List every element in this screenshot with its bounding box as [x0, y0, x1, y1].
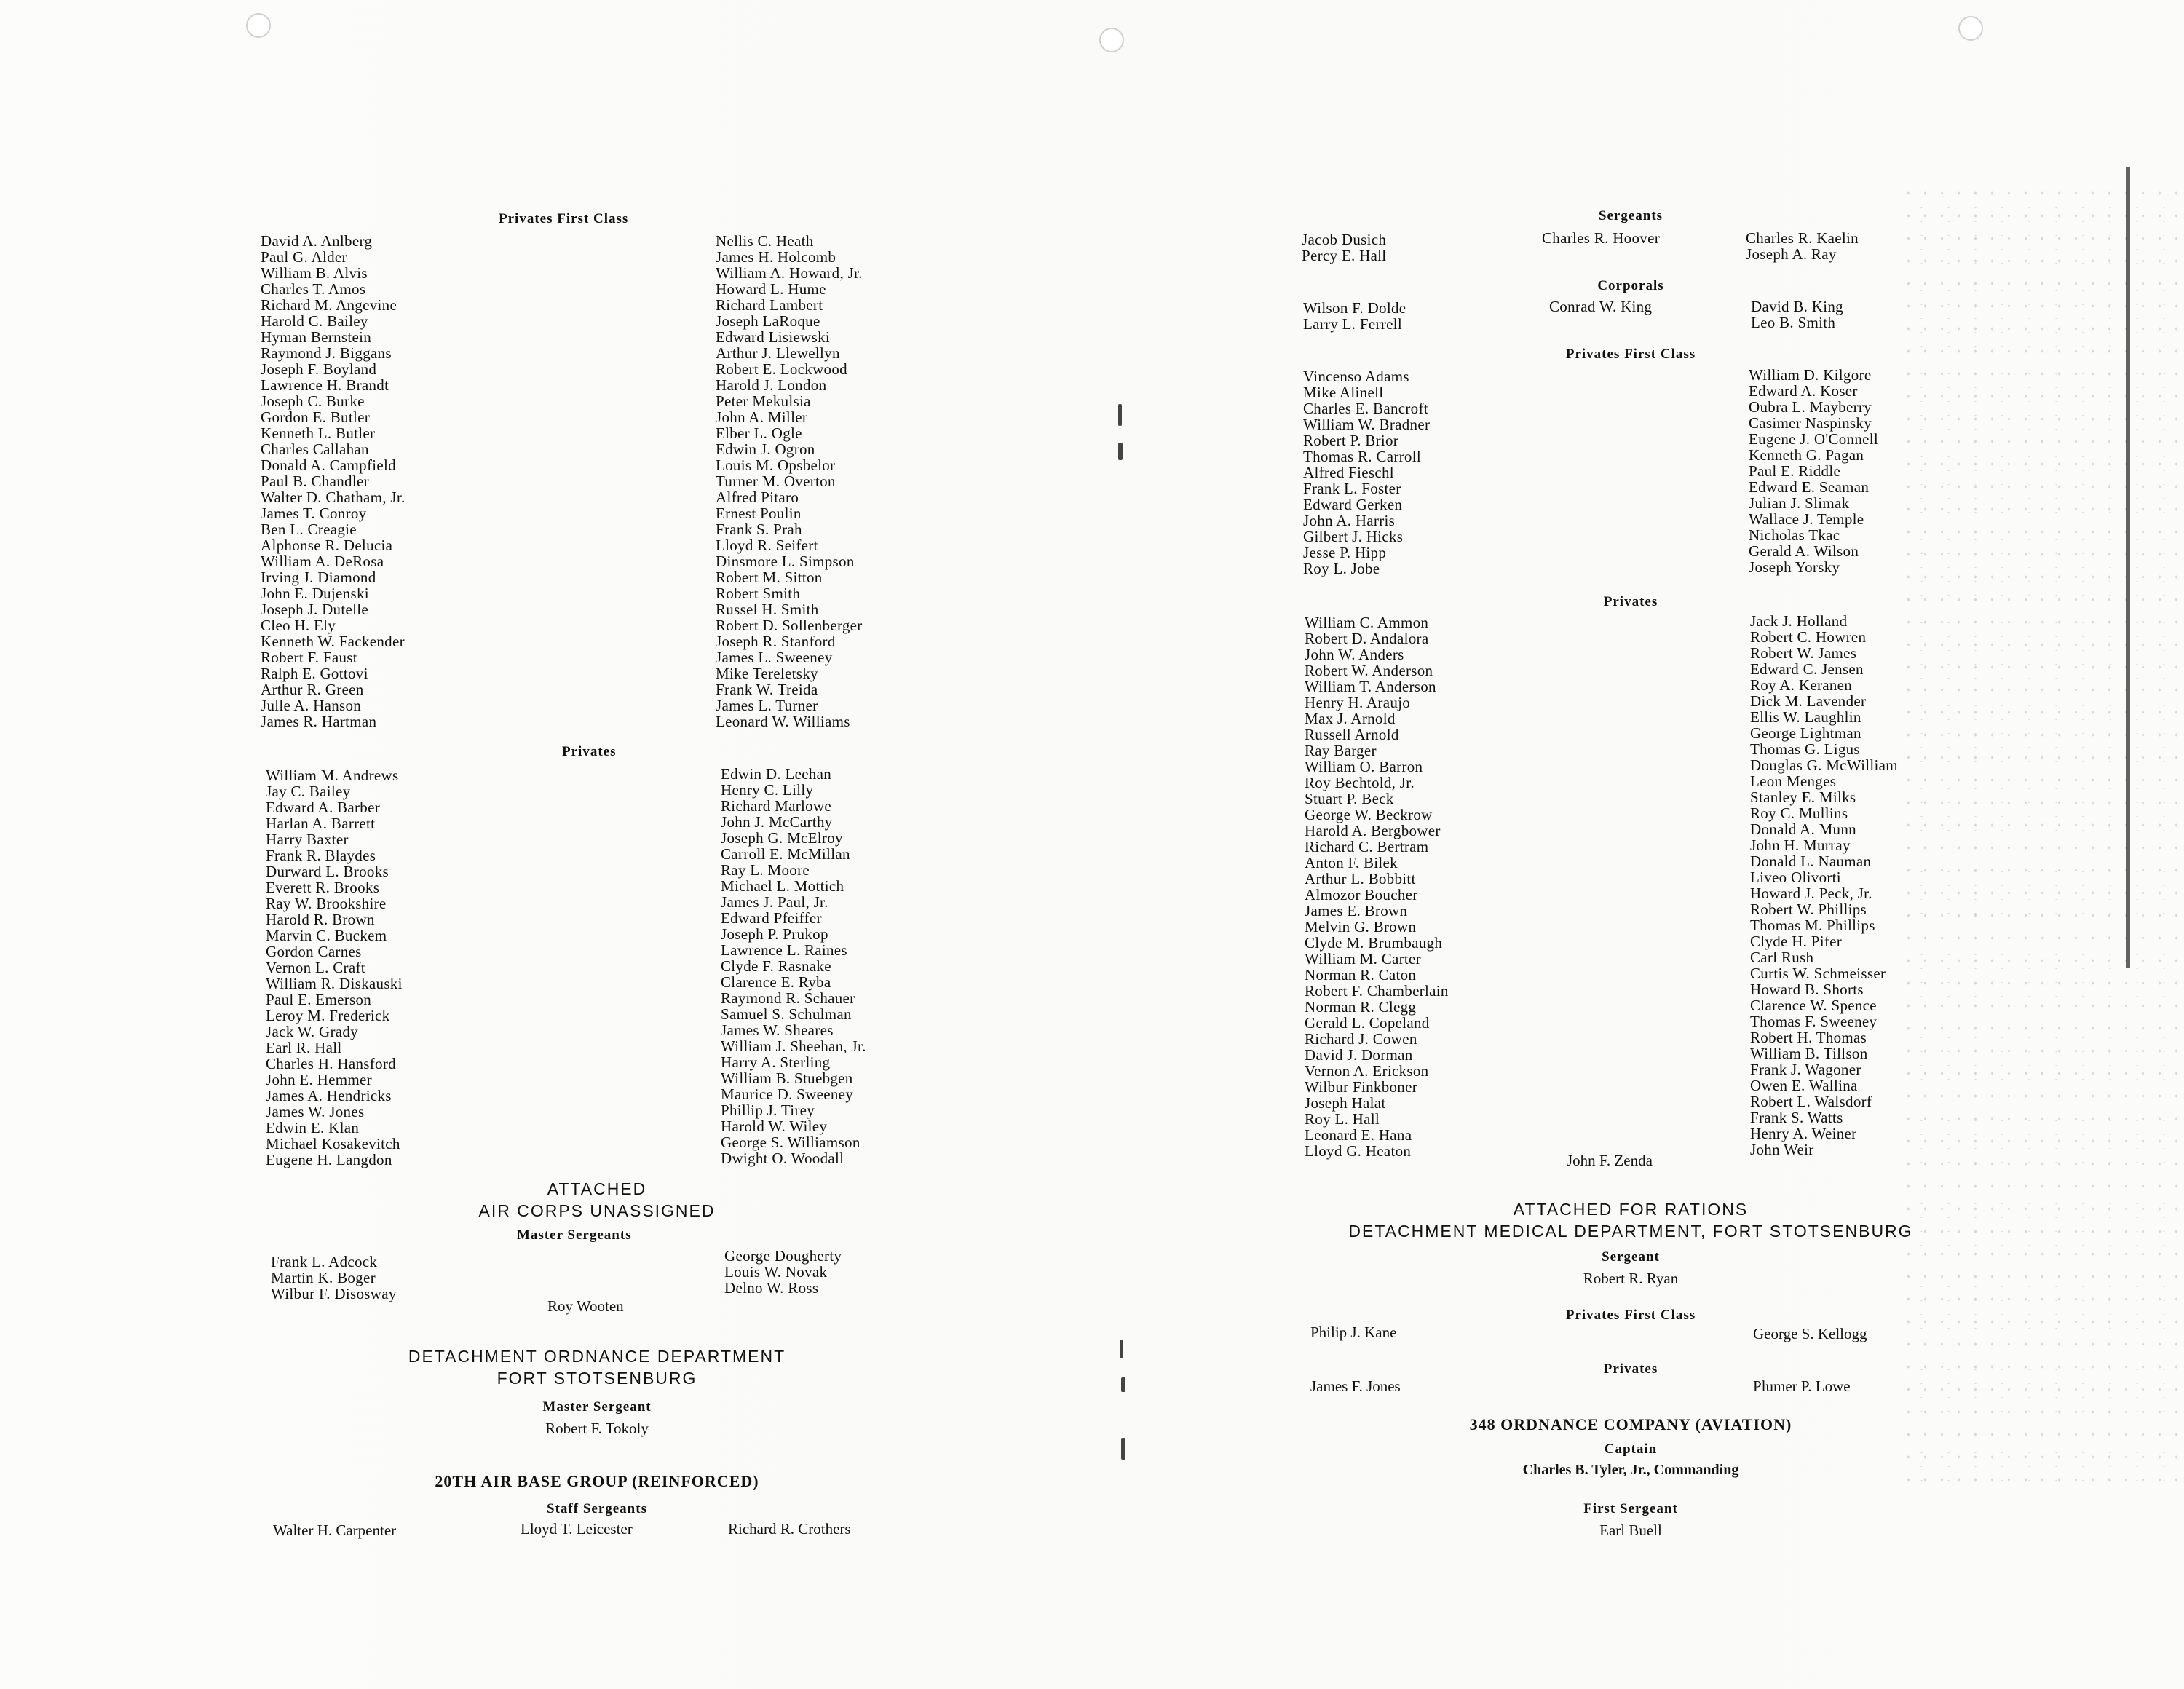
roster-name: Michael L. Mottich	[721, 877, 844, 895]
roster-name: Harry Baxter	[266, 831, 349, 848]
roster-name: James T. Conroy	[261, 505, 367, 522]
roster-name: William R. Diskauski	[266, 975, 403, 992]
roster-name: Joseph J. Dutelle	[261, 601, 368, 618]
right-pvt-list-2	[1750, 613, 1898, 1158]
roster-name: Edwin D. Leehan	[721, 765, 832, 783]
roster-name: Ray W. Brookshire	[266, 895, 387, 912]
roster-name: Thomas F. Sweeney	[1750, 1013, 1878, 1030]
roster-name: Melvin G. Brown	[1305, 918, 1417, 936]
roster-name: Leonard W. Williams	[716, 713, 850, 730]
roster-name: Kenneth W. Fackender	[261, 633, 405, 650]
roster-name: Douglas G. McWilliam	[1750, 756, 1898, 774]
roster-name: Irving J. Diamond	[261, 569, 376, 586]
air-corps-title: AIR CORPS UNASSIGNED	[478, 1201, 716, 1220]
medical-sergeant-name: Robert R. Ryan	[1583, 1270, 1679, 1287]
roster-name: Edwin E. Klan	[266, 1119, 360, 1136]
roster-name: Clyde M. Brumbaugh	[1305, 934, 1443, 952]
corporals-heading: Corporals	[1597, 278, 1664, 293]
roster-name: Dinsmore L. Simpson	[716, 553, 855, 570]
roster-name: Jack W. Grady	[266, 1023, 358, 1040]
pvt-list-left-2	[721, 766, 866, 1166]
roster-name: Charles R. Hoover	[1542, 229, 1660, 247]
roster-name: Frank L. Adcock	[271, 1253, 378, 1270]
roster-name: Eugene H. Langdon	[266, 1151, 392, 1168]
roster-name: Lawrence L. Raines	[721, 941, 847, 959]
roster-name: Leo B. Smith	[1751, 314, 1836, 331]
roster-name: Clarence W. Spence	[1750, 997, 1877, 1014]
roster-name: George S. Williamson	[721, 1134, 860, 1151]
roster-name: Paul E. Riddle	[1749, 462, 1841, 480]
roster-name: Ray L. Moore	[721, 861, 810, 879]
roster-name: Larry L. Ferrell	[1303, 315, 1402, 333]
roster-name: Conrad W. King	[1549, 298, 1653, 315]
roster-name: Robert H. Thomas	[1750, 1029, 1867, 1046]
roster-name: Paul G. Alder	[261, 248, 347, 266]
msgt-extra: Roy Wooten	[547, 1297, 624, 1315]
roster-name: James W. Jones	[266, 1103, 365, 1120]
punch-hole-left	[246, 13, 271, 38]
roster-name: Richard J. Cowen	[1305, 1030, 1417, 1048]
roster-name: Julian J. Slimak	[1749, 494, 1850, 512]
roster-name: Lawrence H. Brandt	[261, 376, 389, 394]
roster-name: Robert E. Lockwood	[716, 360, 847, 378]
roster-name: Leonard E. Hana	[1305, 1126, 1412, 1144]
roster-name: Edward C. Jensen	[1750, 660, 1864, 678]
roster-name: William B. Stuebgen	[721, 1069, 853, 1087]
roster-name: Robert F. Chamberlain	[1305, 982, 1449, 1000]
staff-sergeant-2: Lloyd T. Leicester	[521, 1520, 633, 1538]
roster-name: Alfred Fieschl	[1303, 464, 1394, 481]
medical-pfc-1: Philip J. Kane	[1310, 1324, 1397, 1341]
first-sergeant-name: Earl Buell	[1599, 1522, 1662, 1539]
roster-name: Richard Marlowe	[721, 797, 832, 815]
roster-name: Ray Barger	[1305, 742, 1377, 759]
roster-name: Howard L. Hume	[716, 280, 826, 298]
roster-name: Arthur J. Llewellyn	[716, 344, 840, 362]
roster-name: Samuel S. Schulman	[721, 1005, 852, 1023]
roster-name: Robert C. Howren	[1750, 628, 1867, 646]
roster-name: Joseph R. Stanford	[716, 633, 836, 650]
msgt-list-2	[724, 1248, 842, 1296]
roster-name: Robert L. Walsdorf	[1750, 1093, 1872, 1110]
right-pfc-list-1	[1303, 368, 1430, 577]
roster-name: George Dougherty	[724, 1247, 842, 1265]
air-base-group-title: 20TH AIR BASE GROUP (REINFORCED)	[435, 1472, 759, 1490]
roster-name: Durward L. Brooks	[266, 863, 389, 880]
roster-name: Percy E. Hall	[1302, 247, 1387, 264]
roster-name: Roy L. Jobe	[1303, 560, 1380, 577]
roster-name: Harold R. Brown	[266, 911, 375, 928]
roster-name: Marvin C. Buckem	[266, 927, 387, 944]
roster-name: Ellis W. Laughlin	[1750, 708, 1861, 726]
roster-name: Joseph LaRoque	[716, 312, 820, 330]
ordnance-company-title: 348 ORDNANCE COMPANY (AVIATION)	[1469, 1415, 1792, 1433]
scan-speckle	[1900, 182, 2184, 1492]
roster-name: Raymond J. Biggans	[261, 344, 392, 362]
roster-name: Harlan A. Barrett	[266, 815, 376, 832]
roster-name: Clarence E. Ryba	[721, 973, 831, 991]
roster-name: William T. Anderson	[1305, 678, 1436, 695]
roster-name: Robert D. Sollenberger	[716, 617, 863, 634]
roster-name: Frank R. Blaydes	[266, 847, 376, 864]
roster-name: Joseph P. Prukop	[721, 925, 828, 943]
staff-sergeant-3: Richard R. Crothers	[728, 1520, 851, 1538]
roster-name: Michael Kosakevitch	[266, 1135, 400, 1152]
roster-name: Roy C. Mullins	[1750, 804, 1848, 822]
roster-name: Thomas G. Ligus	[1750, 740, 1860, 758]
roster-name: Robert W. James	[1750, 644, 1857, 662]
roster-name: Roy L. Hall	[1305, 1110, 1380, 1128]
roster-name: Thomas R. Carroll	[1303, 448, 1421, 465]
roster-name: James E. Brown	[1305, 902, 1408, 919]
roster-name: Dick M. Lavender	[1750, 692, 1867, 710]
roster-name: Cleo H. Ely	[261, 617, 336, 634]
roster-name: John W. Anders	[1305, 646, 1404, 663]
roster-name: Frank L. Foster	[1303, 480, 1401, 497]
sgt-list-2	[1542, 230, 1660, 246]
roster-name: Harold J. London	[716, 376, 827, 394]
roster-name: Alphonse R. Delucia	[261, 537, 393, 554]
punch-hole-right	[1958, 16, 1983, 41]
roster-name: William B. Tillson	[1750, 1045, 1868, 1062]
roster-name: Nicholas Tkac	[1749, 526, 1840, 544]
roster-name: Anton F. Bilek	[1305, 854, 1398, 871]
roster-name: Mike Alinell	[1303, 384, 1384, 401]
gutter-mark	[1120, 1340, 1123, 1358]
roster-name: Julle A. Hanson	[261, 697, 362, 714]
roster-name: John Weir	[1750, 1141, 1814, 1158]
roster-name: Frank S. Watts	[1750, 1109, 1843, 1126]
roster-name: William M. Carter	[1305, 950, 1421, 968]
medical-pfc-2: George S. Kellogg	[1753, 1325, 1867, 1342]
roster-name: Wallace J. Temple	[1749, 510, 1864, 528]
roster-name: Gilbert J. Hicks	[1303, 528, 1404, 545]
roster-name: Clyde F. Rasnake	[721, 957, 831, 975]
roster-name: Jesse P. Hipp	[1303, 544, 1387, 561]
rations-title: ATTACHED FOR RATIONS	[1513, 1200, 1749, 1219]
roster-name: Robert W. Anderson	[1305, 662, 1433, 679]
roster-name: Delno W. Ross	[724, 1279, 819, 1297]
roster-name: Owen E. Wallina	[1750, 1077, 1858, 1094]
roster-name: Richard M. Angevine	[261, 296, 397, 314]
roster-name: James J. Paul, Jr.	[721, 893, 828, 911]
roster-name: Harold W. Wiley	[721, 1118, 828, 1135]
gutter-mark	[1118, 443, 1123, 460]
roster-name: Maurice D. Sweeney	[721, 1085, 854, 1103]
ord-master-sergeant-name: Robert F. Tokoly	[545, 1420, 649, 1437]
roster-name: Joseph Yorsky	[1749, 558, 1840, 576]
scan-edge-mark	[2126, 167, 2130, 968]
roster-name: William J. Sheehan, Jr.	[721, 1037, 866, 1055]
roster-name: Wilson F. Dolde	[1303, 299, 1406, 317]
roster-name: Donald A. Munn	[1750, 820, 1856, 838]
roster-name: Phillip J. Tirey	[721, 1101, 815, 1119]
roster-name: Wilbur F. Disosway	[271, 1285, 397, 1302]
medical-pfc-heading: Privates First Class	[1565, 1308, 1696, 1323]
ordnance-title: DETACHMENT ORDNANCE DEPARTMENT	[408, 1347, 786, 1366]
roster-name: Kenneth L. Butler	[261, 424, 376, 442]
roster-name: Ben L. Creagie	[261, 521, 357, 538]
medical-dept-title: DETACHMENT MEDICAL DEPARTMENT, FORT STOTSENBURG	[1348, 1222, 1913, 1241]
roster-name: Norman R. Clegg	[1305, 998, 1417, 1016]
roster-name: Turner M. Overton	[716, 472, 836, 490]
pfc-list-left-2	[716, 233, 863, 729]
right-pvt-list-1	[1305, 614, 1449, 1159]
roster-name: John J. McCarthy	[721, 813, 833, 831]
roster-name: Henry C. Lilly	[721, 781, 814, 799]
roster-name: John A. Miller	[716, 408, 808, 426]
roster-name: Joseph A. Ray	[1746, 245, 1837, 263]
roster-name: Henry A. Weiner	[1750, 1125, 1857, 1142]
roster-name: Stuart P. Beck	[1305, 790, 1394, 807]
roster-name: Russel H. Smith	[716, 601, 819, 618]
roster-name: James R. Hartman	[261, 713, 377, 730]
right-pfc-heading: Privates First Class	[1565, 347, 1696, 362]
roster-name: William C. Ammon	[1305, 614, 1429, 631]
roster-name: Roy Bechtold, Jr.	[1305, 774, 1415, 791]
gutter-mark	[1118, 404, 1122, 426]
roster-name: Richard Lambert	[716, 296, 823, 314]
roster-name: Casimer Naspinsky	[1749, 414, 1872, 432]
roster-name: Howard J. Peck, Jr.	[1750, 885, 1872, 902]
roster-name: Everett R. Brooks	[266, 879, 380, 896]
roster-name: Ralph E. Gottovi	[261, 665, 368, 682]
roster-name: Max J. Arnold	[1305, 710, 1396, 727]
roster-name: Gordon Carnes	[266, 943, 362, 960]
roster-name: Clyde H. Pifer	[1750, 933, 1843, 950]
pfc-heading: Privates First Class	[499, 211, 629, 226]
sgt-list-1	[1302, 232, 1386, 264]
roster-name: William D. Kilgore	[1749, 366, 1872, 384]
fort-stotsenburg-title: FORT STOTSENBURG	[496, 1369, 697, 1388]
roster-name: Robert F. Faust	[261, 649, 357, 666]
roster-name: William M. Andrews	[266, 767, 399, 784]
staff-sergeant-1: Walter H. Carpenter	[273, 1522, 397, 1539]
roster-name: David A. Anlberg	[261, 232, 373, 250]
roster-name: Robert P. Brior	[1303, 432, 1399, 449]
roster-name: James L. Sweeney	[716, 649, 833, 666]
ord-master-sergeant-heading: Master Sergeant	[542, 1399, 652, 1415]
roster-name: Earl R. Hall	[266, 1039, 342, 1056]
roster-name: Donald A. Campfield	[261, 456, 396, 474]
roster-name: Robert D. Andalora	[1305, 630, 1429, 647]
roster-name: Edward A. Barber	[266, 799, 380, 816]
roster-name: Howard B. Shorts	[1750, 981, 1864, 998]
roster-name: Leon Menges	[1750, 772, 1837, 790]
roster-name: Charles Callahan	[261, 440, 369, 458]
roster-name: Eugene J. O'Connell	[1749, 430, 1879, 448]
captain-name: Charles B. Tyler, Jr., Commanding	[1522, 1462, 1739, 1478]
roster-name: Joseph Halat	[1305, 1094, 1386, 1112]
roster-name: Peter Mekulsia	[716, 392, 811, 410]
roster-name: Edward E. Seaman	[1749, 478, 1870, 496]
roster-name: James L. Turner	[716, 697, 818, 714]
roster-name: Russell Arnold	[1305, 726, 1399, 743]
roster-name: Carroll E. McMillan	[721, 845, 850, 863]
medical-pvt-heading: Privates	[1603, 1361, 1658, 1377]
staff-sergeants-heading: Staff Sergeants	[547, 1501, 647, 1516]
sgt-list-3	[1746, 230, 1859, 262]
roster-name: Hyman Bernstein	[261, 328, 372, 346]
roster-name: Charles T. Amos	[261, 280, 366, 298]
roster-name: Harold C. Bailey	[261, 312, 368, 330]
roster-name: Henry H. Araujo	[1305, 694, 1411, 711]
roster-name: Frank W. Treida	[716, 681, 818, 698]
roster-name: Walter D. Chatham, Jr.	[261, 488, 405, 506]
roster-name: David J. Dorman	[1305, 1046, 1413, 1064]
roster-name: William A. DeRosa	[261, 553, 384, 570]
msgt-list-1	[271, 1254, 397, 1302]
roster-name: James A. Hendricks	[266, 1087, 392, 1104]
roster-name: Joseph C. Burke	[261, 392, 365, 410]
roster-name: John H. Murray	[1750, 836, 1851, 854]
captain-heading: Captain	[1604, 1441, 1658, 1457]
roster-name: George W. Beckrow	[1305, 806, 1433, 823]
roster-name: Stanley E. Milks	[1750, 788, 1856, 806]
roster-name: James H. Holcomb	[716, 248, 836, 266]
roster-name: Lloyd R. Seifert	[716, 537, 818, 554]
sergeants-heading: Sergeants	[1598, 208, 1663, 224]
medical-pvt-2: Plumer P. Lowe	[1753, 1377, 1851, 1395]
roster-name: Jacob Dusich	[1302, 231, 1387, 248]
roster-name: John A. Harris	[1303, 512, 1396, 529]
roster-name: William O. Barron	[1305, 758, 1423, 775]
roster-name: Curtis W. Schmeisser	[1750, 965, 1886, 982]
roster-name: Gerald L. Copeland	[1305, 1014, 1430, 1032]
roster-name: Liveo Olivorti	[1750, 869, 1841, 886]
roster-name: Raymond R. Schauer	[721, 989, 855, 1007]
gutter-mark	[1121, 1438, 1125, 1460]
roster-name: Vincenso Adams	[1303, 368, 1409, 385]
roster-name: Joseph G. McElroy	[721, 829, 843, 847]
roster-name: Louis W. Novak	[724, 1263, 828, 1281]
roster-name: Wilbur Finkboner	[1305, 1078, 1418, 1096]
roster-name: Jack J. Holland	[1750, 612, 1848, 630]
cpl-list-2	[1549, 298, 1652, 315]
roster-name: Dwight O. Woodall	[721, 1150, 844, 1167]
roster-name: Harry A. Sterling	[721, 1053, 831, 1071]
roster-name: Frank S. Prah	[716, 521, 802, 538]
medical-sergeant-heading: Sergeant	[1602, 1249, 1660, 1265]
roster-name: Vernon A. Erickson	[1305, 1062, 1429, 1080]
roster-name: Frank J. Wagoner	[1750, 1061, 1861, 1078]
roster-name: Edward Pfeiffer	[721, 909, 822, 927]
roster-name: Charles H. Hansford	[266, 1055, 396, 1072]
roster-name: George Lightman	[1750, 724, 1861, 742]
roster-name: Oubra L. Mayberry	[1749, 398, 1872, 416]
roster-name: Paul E. Emerson	[266, 991, 372, 1008]
roster-name: Gordon E. Butler	[261, 408, 371, 426]
roster-name: Harold A. Bergbower	[1305, 822, 1441, 839]
right-pfc-list-2	[1749, 367, 1878, 575]
medical-pvt-1: James F. Jones	[1310, 1377, 1401, 1395]
roster-name: Arthur R. Green	[261, 681, 364, 698]
roster-name: Kenneth G. Pagan	[1749, 446, 1864, 464]
pvt-list-left-1	[266, 767, 403, 1168]
roster-name: Gerald A. Wilson	[1749, 542, 1859, 560]
roster-name: Vernon L. Craft	[266, 959, 365, 976]
roster-name: Martin K. Boger	[271, 1269, 376, 1286]
roster-name: Charles R. Kaelin	[1746, 229, 1859, 247]
roster-name: Elber L. Ogle	[716, 424, 802, 442]
roster-name: William A. Howard, Jr.	[716, 264, 863, 282]
roster-name: Charles E. Bancroft	[1303, 400, 1428, 417]
roster-name: Carl Rush	[1750, 949, 1814, 966]
roster-name: David B. King	[1751, 298, 1843, 315]
roster-name: Louis M. Opsbelor	[716, 456, 836, 474]
roster-name: Donald L. Nauman	[1750, 853, 1872, 870]
roster-name: William B. Alvis	[261, 264, 368, 282]
gutter-mark	[1121, 1377, 1125, 1392]
roster-name: John E. Hemmer	[266, 1071, 372, 1088]
roster-name: Edward Gerken	[1303, 496, 1403, 513]
roster-name: James W. Sheares	[721, 1021, 834, 1039]
roster-name: Ernest Poulin	[716, 505, 802, 522]
roster-name: Nellis C. Heath	[716, 232, 814, 250]
pvt-heading: Privates	[562, 744, 617, 759]
pfc-list-left-1	[261, 233, 405, 729]
roster-name: Edward Lisiewski	[716, 328, 831, 346]
roster-name: Leroy M. Frederick	[266, 1007, 390, 1024]
attached-title: ATTACHED	[547, 1179, 647, 1198]
roster-name: Arthur L. Bobbitt	[1305, 870, 1416, 887]
roster-name: Joseph F. Boyland	[261, 360, 377, 378]
roster-name: Mike Tereletsky	[716, 665, 818, 682]
roster-name: Almozor Boucher	[1305, 886, 1418, 903]
roster-name: Paul B. Chandler	[261, 472, 369, 490]
roster-name: Edwin J. Ogron	[716, 440, 815, 458]
roster-name: Richard C. Bertram	[1305, 838, 1429, 855]
roster-name: Roy A. Keranen	[1750, 676, 1853, 694]
roster-name: Robert W. Phillips	[1750, 901, 1867, 918]
roster-name: Robert M. Sitton	[716, 569, 823, 586]
roster-name: John E. Dujenski	[261, 585, 369, 602]
punch-hole-center	[1099, 28, 1124, 52]
roster-name: Alfred Pitaro	[716, 488, 799, 506]
roster-name: Robert Smith	[716, 585, 801, 602]
roster-name: Jay C. Bailey	[266, 783, 351, 800]
cpl-list-1	[1303, 300, 1406, 332]
master-sergeants-heading: Master Sergeants	[517, 1227, 632, 1243]
roster-name: Thomas M. Phillips	[1750, 917, 1875, 934]
roster-name: William W. Bradner	[1303, 416, 1431, 433]
cpl-list-3	[1751, 298, 1843, 331]
right-pvt-heading: Privates	[1603, 594, 1658, 609]
first-sergeant-heading: First Sergeant	[1583, 1501, 1678, 1516]
roster-name: Norman R. Caton	[1305, 966, 1417, 984]
roster-name: Edward A. Koser	[1749, 382, 1858, 400]
right-pvt-extra: John F. Zenda	[1567, 1152, 1653, 1169]
roster-name: Lloyd G. Heaton	[1305, 1142, 1412, 1160]
